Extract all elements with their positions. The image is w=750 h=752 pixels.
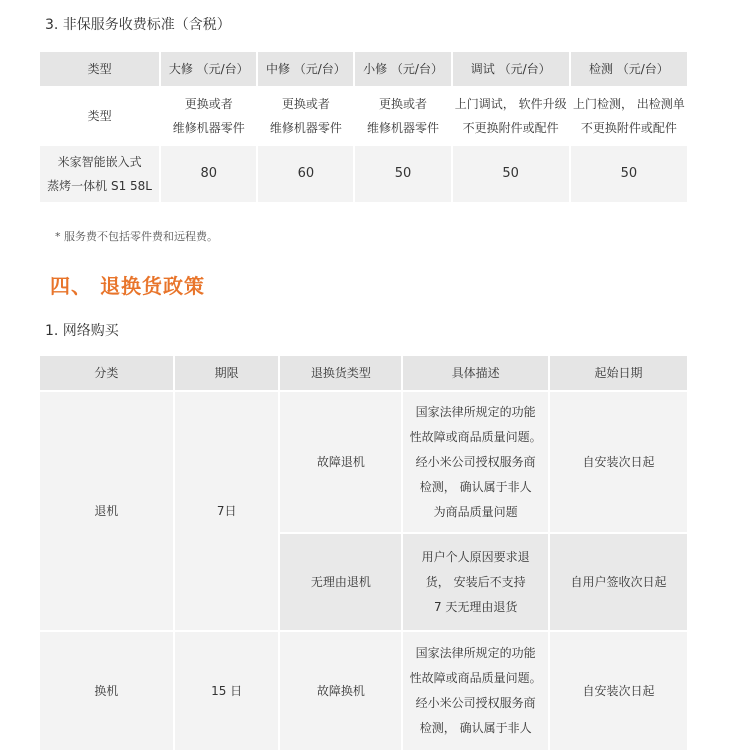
fee-inspect-value: 50 xyxy=(571,146,687,202)
return-policy-table xyxy=(38,354,689,752)
service-fee-table xyxy=(38,50,689,204)
fee-desc-cell: 更换或者 维修机器零件 xyxy=(355,88,450,144)
fee-header-minor: 小修 （元/台） xyxy=(355,52,450,86)
fee-header-row xyxy=(40,52,687,86)
exchange-desc: 国家法律所规定的功能 性故障或商品质量问题。 经小米公司授权服务商 检测， 确认属于非人 xyxy=(403,632,548,750)
fee-desc-cell: 上门检测， 出检测单 不更换附件或配件 xyxy=(571,88,687,144)
fee-note: * 服务费不包括零件费和远程费。 xyxy=(55,230,218,243)
fee-header-debug: 调试 （元/台） xyxy=(453,52,569,86)
exchange-category: 换机 xyxy=(40,632,173,750)
fee-medium-value: 60 xyxy=(258,146,353,202)
refund-category: 退机 xyxy=(40,392,173,630)
policy-header-period: 期限 xyxy=(175,356,279,390)
refund-noreason-type: 无理由退机 xyxy=(280,534,401,630)
section-title: 四、 退换货政策 xyxy=(50,274,205,298)
exchange-row xyxy=(40,632,687,750)
fee-major-value: 80 xyxy=(161,146,256,202)
refund-fault-desc: 国家法律所规定的功能 性故障或商品质量问题。 经小米公司授权服务商 检测， 确认属于非人 为商品质量问题 xyxy=(403,392,548,532)
subsection-title: 1. 网络购买 xyxy=(45,323,119,339)
fee-header-inspect: 检测 （元/台） xyxy=(571,52,687,86)
fee-header-type: 类型 xyxy=(40,52,159,86)
exchange-period: 15 日 xyxy=(175,632,279,750)
fee-minor-value: 50 xyxy=(355,146,450,202)
fee-header-major: 大修 （元/台） xyxy=(161,52,256,86)
refund-fault-row xyxy=(40,392,687,532)
fee-product-row xyxy=(40,146,687,202)
policy-header-start: 起始日期 xyxy=(550,356,687,390)
exchange-type: 故障换机 xyxy=(280,632,401,750)
fee-desc-cell: 更换或者 维修机器零件 xyxy=(258,88,353,144)
fee-debug-value: 50 xyxy=(453,146,569,202)
refund-fault-start: 自安装次日起 xyxy=(550,392,687,532)
policy-header-row xyxy=(40,356,687,390)
refund-noreason-start: 自用户签收次日起 xyxy=(550,534,687,630)
fee-header-medium: 中修 （元/台） xyxy=(258,52,353,86)
fee-desc-cell: 更换或者 维修机器零件 xyxy=(161,88,256,144)
refund-noreason-desc: 用户个人原因要求退 货， 安装后不支持 7 天无理由退货 xyxy=(403,534,548,630)
exchange-start: 自安装次日起 xyxy=(550,632,687,750)
fee-desc-row xyxy=(40,88,687,144)
refund-fault-type: 故障退机 xyxy=(280,392,401,532)
policy-header-desc: 具体描述 xyxy=(403,356,548,390)
fee-desc-cell: 上门调试， 软件升级 不更换附件或配件 xyxy=(453,88,569,144)
policy-header-type: 退换货类型 xyxy=(280,356,401,390)
fee-desc-label: 类型 xyxy=(40,88,159,144)
refund-period: 7日 xyxy=(175,392,279,630)
fee-section-title: 3. 非保服务收费标准（含税） xyxy=(45,17,231,33)
product-name: 米家智能嵌入式 蒸烤一体机 S1 58L xyxy=(40,146,159,202)
policy-header-category: 分类 xyxy=(40,356,173,390)
